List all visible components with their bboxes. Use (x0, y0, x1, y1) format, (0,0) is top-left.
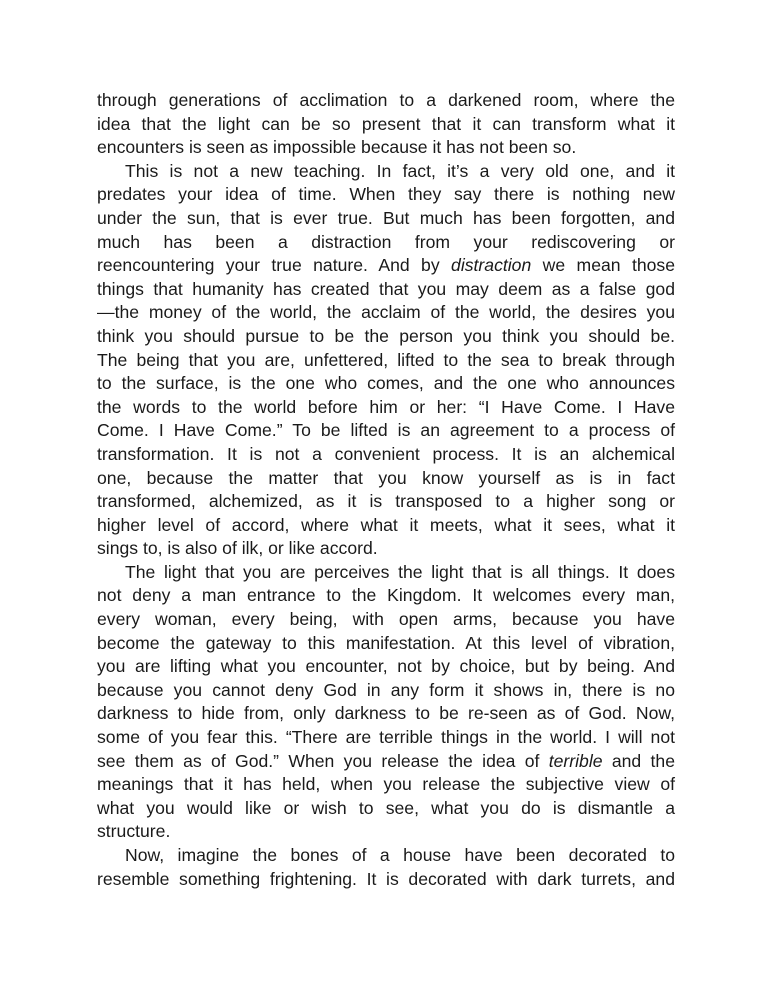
text-run: every woman, every being, with open arms, because you have (97, 609, 675, 630)
text-line (97, 679, 675, 703)
paragraph (97, 561, 675, 844)
text-run: resemble something frightening. It is decorated with dark turrets, and (97, 868, 675, 889)
text-run: we mean those (531, 255, 675, 276)
text-line (97, 726, 675, 750)
text-line (97, 490, 675, 514)
text-line (97, 561, 675, 585)
text-run: to the surface, is the one who comes, and the one who announces (97, 373, 675, 394)
paragraph (97, 844, 675, 891)
text-line (97, 467, 675, 491)
text-line (97, 113, 675, 137)
text-run: not deny a man entrance to the Kingdom. It welcomes every man, (97, 585, 675, 606)
text-line (97, 183, 675, 207)
text-run: structure. (97, 821, 171, 842)
text-run: much has been a distraction from your rediscovering or (97, 231, 675, 252)
text-run: under the sun, that is ever true. But much has been forgotten, and (97, 207, 675, 228)
text-run: through generations of acclimation to a darkened room, where the (97, 90, 675, 110)
document-page (97, 89, 675, 891)
text-line (97, 278, 675, 302)
text-run: reencountering your true nature. And by (97, 255, 452, 276)
text-run: This is not a new teaching. In fact, it’s a very old one, and it (125, 160, 675, 181)
text-line (97, 608, 675, 632)
text-line (97, 419, 675, 443)
text-run: see them as of God.” When you release the idea of (97, 750, 549, 771)
text-run: you are lifting what you encounter, not by choice, but by being. And (97, 656, 675, 677)
text-run: one, because the matter that you know yourself as is in fact (97, 467, 675, 488)
text-run: meanings that it has held, when you release the subjective view of (97, 774, 675, 795)
text-run: Now, imagine the bones of a house have been decorated to (125, 845, 675, 865)
body-text (97, 89, 675, 891)
text-line (97, 231, 675, 255)
text-run: things that humanity has created that you may deem as a false god (97, 278, 675, 299)
text-line (97, 868, 675, 892)
paragraph (97, 160, 675, 561)
text-line (97, 702, 675, 726)
text-line (97, 797, 675, 821)
text-line (97, 820, 675, 844)
text-line (97, 584, 675, 608)
text-run: think you should pursue to be the person you think you should be. (97, 325, 675, 346)
text-line (97, 301, 675, 325)
text-run: darkness to hide from, only darkness to be re-seen as of God. Now, (97, 703, 675, 724)
text-line (97, 254, 675, 278)
text-run: The light that you are perceives the light that is all things. It does (125, 561, 675, 582)
text-run: —the money of the world, the acclaim of the world, the desires you (97, 302, 675, 323)
text-line (97, 325, 675, 349)
text-line (97, 750, 675, 774)
text-run: The being that you are, unfettered, lifted to the sea to break through (97, 349, 675, 370)
text-run: sings to, is also of ilk, or like accord. (97, 538, 378, 559)
text-line (97, 207, 675, 231)
text-run: transformation. It is not a convenient process. It is an alchemical (97, 443, 675, 464)
text-line (97, 160, 675, 184)
text-line (97, 632, 675, 656)
text-line (97, 537, 675, 561)
text-line (97, 655, 675, 679)
text-line (97, 136, 675, 160)
text-line (97, 89, 675, 113)
text-run: encounters is seen as impossible because it has not been so. (97, 137, 577, 158)
italic-term: distraction (451, 255, 532, 276)
text-run: because you cannot deny God in any form it shows in, there is no (97, 679, 675, 700)
text-run: idea that the light can be so present that it can transform what it (97, 113, 675, 134)
text-line (97, 372, 675, 396)
text-line (97, 396, 675, 420)
text-run: Come. I Have Come.” To be lifted is an agreement to a process of (97, 420, 675, 441)
text-run: become the gateway to this manifestation. At this level of vibration, (97, 632, 675, 653)
text-run: some of you fear this. “There are terrible things in the world. I will not (97, 727, 675, 748)
paragraph (97, 89, 675, 160)
text-line (97, 773, 675, 797)
text-line (97, 514, 675, 538)
text-run: what you would like or wish to see, what you do is dismantle a (97, 797, 675, 818)
text-run: predates your idea of time. When they say there is nothing new (97, 184, 675, 205)
text-run: the words to the world before him or her: “I Have Come. I Have (97, 396, 675, 417)
italic-term: terrible (548, 750, 603, 771)
text-line (97, 349, 675, 373)
text-run: and the (602, 750, 675, 771)
text-run: higher level of accord, where what it meets, what it sees, what it (97, 514, 675, 535)
text-line (97, 844, 675, 868)
text-run: transformed, alchemized, as it is transposed to a higher song or (97, 491, 675, 512)
text-line (97, 443, 675, 467)
